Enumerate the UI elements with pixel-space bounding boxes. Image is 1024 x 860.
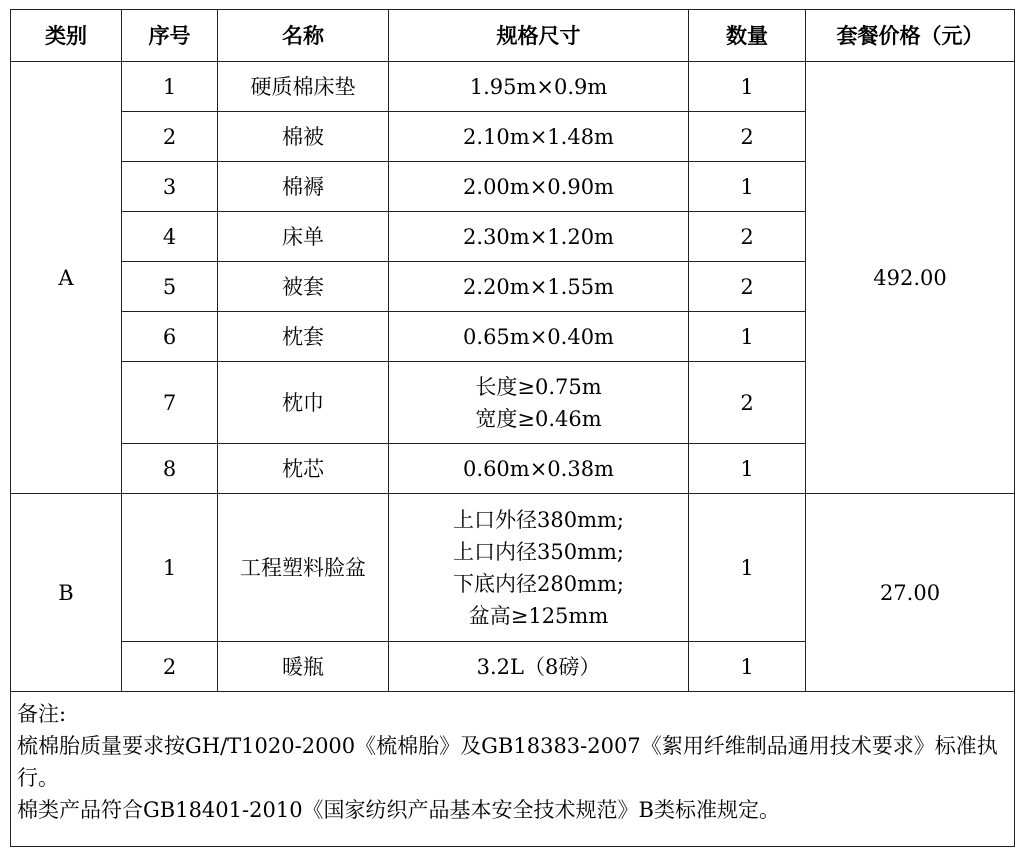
item-quantity: 1 — [689, 494, 806, 642]
item-number: 4 — [122, 212, 218, 262]
notes-cell — [11, 692, 1015, 847]
spec-line: 2.10m×1.48m — [463, 124, 614, 149]
spec-line: 3.2L（8磅） — [476, 654, 601, 679]
spec-line: 盆高≥125mm — [468, 603, 609, 628]
spec-line: 0.60m×0.38m — [463, 456, 614, 481]
item-quantity: 1 — [689, 162, 806, 212]
header-row — [11, 10, 1015, 62]
header-category: 类别 — [11, 10, 122, 62]
package-price: 27.00 — [806, 494, 1015, 692]
item-number: 5 — [122, 262, 218, 312]
item-name: 枕套 — [218, 312, 389, 362]
spec-line: 2.00m×0.90m — [463, 174, 614, 199]
header-name: 名称 — [218, 10, 389, 62]
spec-line: 长度≥0.75m — [475, 374, 602, 399]
item-name: 被套 — [218, 262, 389, 312]
item-number: 8 — [122, 444, 218, 494]
item-name: 枕巾 — [218, 362, 389, 444]
item-spec — [389, 212, 689, 262]
item-number: 2 — [122, 642, 218, 692]
item-spec — [389, 444, 689, 494]
item-name: 棉被 — [218, 112, 389, 162]
item-spec — [389, 312, 689, 362]
spec-line: 2.20m×1.55m — [463, 274, 614, 299]
item-quantity: 2 — [689, 212, 806, 262]
item-name: 工程塑料脸盆 — [218, 494, 389, 642]
notes-line-2: 棉类产品符合GB18401-2010《国家纺织产品基本安全技术规范》B类标准规定。 — [17, 798, 780, 822]
spec-line: 上口内径350mm; — [453, 539, 624, 564]
item-quantity: 1 — [689, 62, 806, 112]
item-number: 1 — [122, 62, 218, 112]
package-table — [10, 9, 1015, 847]
package-price: 492.00 — [806, 62, 1015, 494]
item-spec — [389, 62, 689, 112]
item-spec — [389, 362, 689, 444]
header-spec: 规格尺寸 — [389, 10, 689, 62]
item-quantity: 2 — [689, 112, 806, 162]
spec-line: 2.30m×1.20m — [463, 224, 614, 249]
item-name: 棉褥 — [218, 162, 389, 212]
item-spec — [389, 262, 689, 312]
category-cell: B — [11, 494, 122, 692]
item-quantity: 2 — [689, 262, 806, 312]
spec-line: 0.65m×0.40m — [463, 324, 614, 349]
item-spec — [389, 162, 689, 212]
item-name: 床单 — [218, 212, 389, 262]
header-quantity: 数量 — [689, 10, 806, 62]
item-name: 暖瓶 — [218, 642, 389, 692]
item-quantity: 1 — [689, 444, 806, 494]
table-row — [11, 62, 1015, 112]
spec-line: 1.95m×0.9m — [469, 74, 608, 99]
document-table-wrapper — [10, 9, 1015, 847]
item-number: 6 — [122, 312, 218, 362]
item-spec — [389, 494, 689, 642]
notes-title: 备注: — [17, 702, 67, 726]
item-spec — [389, 642, 689, 692]
notes-line-1: 梳棉胎质量要求按GH/T1020-2000《梳棉胎》及GB18383-2007《絮用纤维制品通用技术要求》标准执行。 — [17, 734, 998, 790]
item-number: 1 — [122, 494, 218, 642]
header-price: 套餐价格（元） — [806, 10, 1015, 62]
item-quantity: 1 — [689, 642, 806, 692]
header-number: 序号 — [122, 10, 218, 62]
spec-line: 下底内径280mm; — [453, 571, 624, 596]
item-name: 硬质棉床垫 — [218, 62, 389, 112]
item-name: 枕芯 — [218, 444, 389, 494]
spec-line: 上口外径380mm; — [453, 507, 624, 532]
item-quantity: 2 — [689, 362, 806, 444]
spec-line: 宽度≥0.46m — [475, 406, 602, 431]
item-spec — [389, 112, 689, 162]
item-quantity: 1 — [689, 312, 806, 362]
item-number: 2 — [122, 112, 218, 162]
table-row — [11, 494, 1015, 642]
item-number: 3 — [122, 162, 218, 212]
item-number: 7 — [122, 362, 218, 444]
category-cell: A — [11, 62, 122, 494]
notes-row — [11, 692, 1015, 847]
